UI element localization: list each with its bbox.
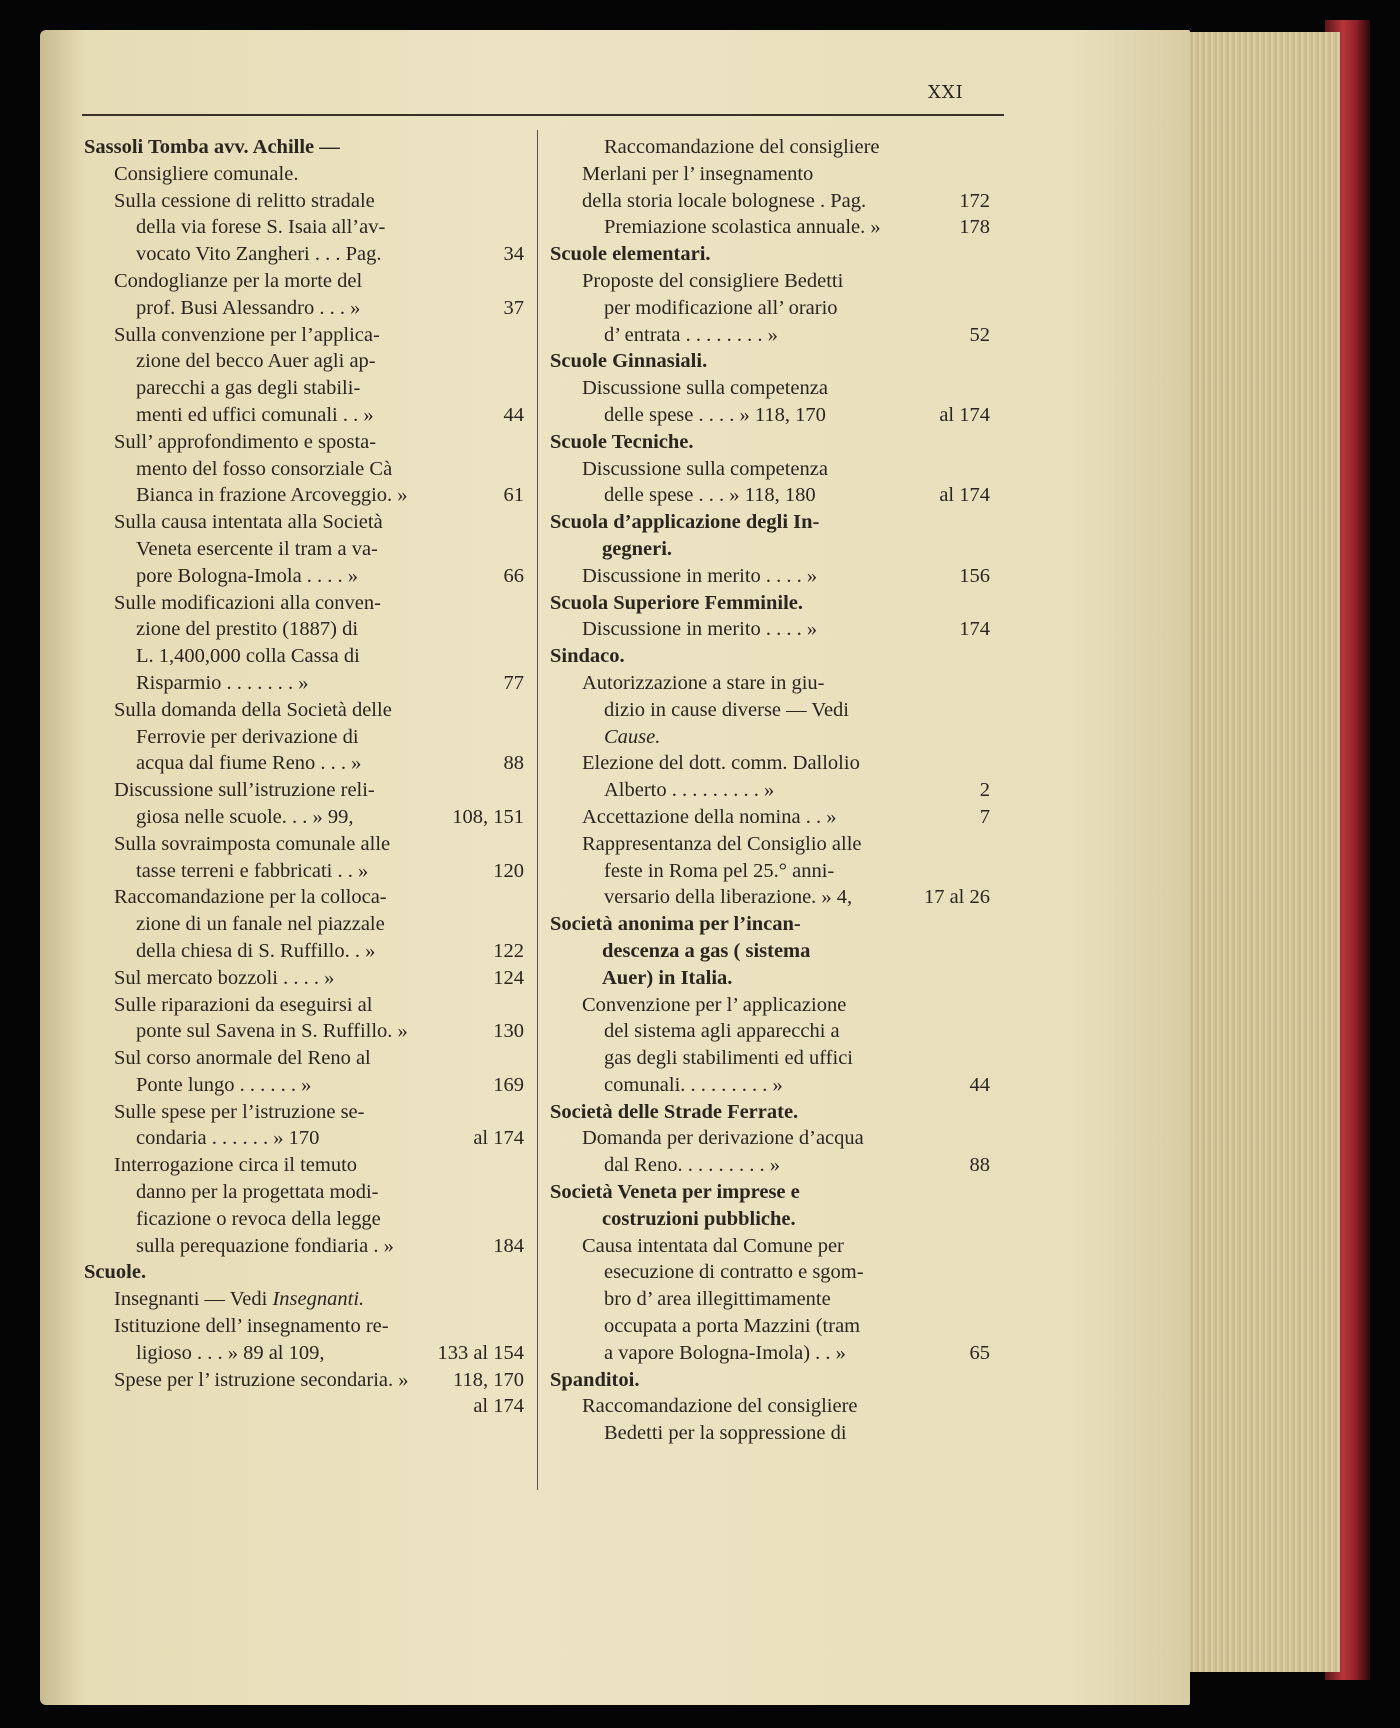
index-entry-line <box>550 188 990 215</box>
index-entry-line <box>84 1018 524 1045</box>
index-entry-line <box>84 1206 524 1233</box>
entry-text: comunali. . . . . . . . . » <box>604 1073 783 1096</box>
index-entry-line <box>84 563 524 590</box>
index-entry-line <box>84 348 524 375</box>
entry-text: Discussione in merito . . . . » <box>582 564 818 587</box>
index-entry-line <box>84 884 524 911</box>
entry-text: Auer) in Italia. <box>602 966 733 989</box>
index-entry-line <box>84 804 524 831</box>
entry-text: vocato Vito Zangheri . . . Pag. <box>136 243 382 266</box>
index-entry-line <box>550 1286 990 1313</box>
entry-text: Autorizzazione a stare in giu- <box>582 671 825 694</box>
index-entry-line <box>84 777 524 804</box>
index-entry-line <box>84 429 524 456</box>
entry-text: Società delle Strade Ferrate. <box>550 1100 799 1123</box>
index-entry-line <box>550 456 990 483</box>
index-heading <box>550 911 990 938</box>
index-heading <box>550 938 990 965</box>
entry-text: sulla perequazione fondiaria . » <box>136 1234 394 1257</box>
entry-text: feste in Roma pel 25.° anni- <box>604 859 835 882</box>
page-reference: 178 <box>959 216 990 239</box>
page-reference: 52 <box>969 323 990 346</box>
left-column <box>84 134 524 1420</box>
index-entry-line <box>550 402 990 429</box>
entry-text: Discussione sull’istruzione reli- <box>114 779 375 802</box>
entry-text: Società anonima per l’incan- <box>550 913 801 936</box>
index-heading <box>550 643 990 670</box>
index-entry-line <box>84 1286 524 1313</box>
index-heading <box>550 1099 990 1126</box>
index-entry-line <box>550 1420 990 1447</box>
index-entry-line <box>84 402 524 429</box>
entry-text: delle spese . . . » 118, 180 <box>604 484 816 507</box>
entry-text: Discussione sulla competenza <box>582 457 828 480</box>
index-heading <box>550 1206 990 1233</box>
index-heading <box>84 1259 524 1286</box>
entry-text: Sulla domanda della Società delle <box>114 698 392 721</box>
index-entry-line <box>550 1018 990 1045</box>
entry-text: Sulle spese per l’istruzione se- <box>114 1100 365 1123</box>
page-reference: 65 <box>969 1341 990 1364</box>
entry-text: parecchi a gas degli stabili- <box>136 377 361 400</box>
entry-text: gegneri. <box>602 537 673 560</box>
index-entry-line <box>84 456 524 483</box>
page-reference: 34 <box>503 243 524 266</box>
index-entry-line <box>84 938 524 965</box>
entry-text: Veneta esercente il tram a va- <box>136 537 378 560</box>
entry-text: Sull’ approfondimento e sposta- <box>114 430 377 453</box>
index-entry-line <box>84 1152 524 1179</box>
index-entry-line <box>550 295 990 322</box>
entry-text: ligioso . . . » 89 al 109, <box>136 1341 325 1364</box>
entry-text: della chiesa di S. Ruffillo. . » <box>136 939 376 962</box>
entry-text: Convenzione per l’ applicazione <box>582 993 847 1016</box>
page-reference: 88 <box>503 752 524 775</box>
entry-text: Accettazione della nomina . . » <box>582 805 837 828</box>
index-heading <box>550 590 990 617</box>
entry-text: della via forese S. Isaia all’av- <box>136 216 386 239</box>
page-reference: al 174 <box>939 403 990 426</box>
entry-text: per modificazione all’ orario <box>604 296 838 319</box>
entry-text: Alberto . . . . . . . . . » <box>604 779 775 802</box>
index-entry-line <box>550 1045 990 1072</box>
index-entry-line <box>550 1393 990 1420</box>
column-divider <box>537 130 538 1490</box>
index-entry-line <box>84 724 524 751</box>
index-entry-line <box>84 241 524 268</box>
index-entry-line <box>84 616 524 643</box>
page-reference: 133 al 154 <box>437 1341 524 1364</box>
right-column <box>550 134 990 1447</box>
entry-italic-text: Cause. <box>604 725 661 748</box>
entry-text: Raccomandazione del consigliere <box>582 1395 858 1418</box>
index-entry-line <box>550 134 990 161</box>
entry-text: zione di un fanale nel piazzale <box>136 913 385 936</box>
page-reference: 77 <box>503 671 524 694</box>
entry-text: bro d’ area illegittimamente <box>604 1288 831 1311</box>
header-rule <box>82 114 1004 116</box>
entry-text: occupata a porta Mazzini (tram <box>604 1315 861 1338</box>
entry-text: prof. Busi Alessandro . . . » <box>136 296 361 319</box>
index-entry-line <box>84 697 524 724</box>
index-entry-line <box>84 831 524 858</box>
index-entry-line <box>550 1072 990 1099</box>
index-entry-line <box>550 777 990 804</box>
index-entry-line <box>84 375 524 402</box>
index-entry-line <box>550 750 990 777</box>
page-reference: 120 <box>493 859 524 882</box>
page-number: XXI <box>928 82 964 103</box>
entry-text: Sul corso anormale del Reno al <box>114 1047 371 1070</box>
index-entry-line <box>550 616 990 643</box>
entry-text: Discussione sulla competenza <box>582 377 828 400</box>
index-entry-line <box>550 884 990 911</box>
index-entry-line <box>84 1340 524 1367</box>
index-entry-line <box>550 670 990 697</box>
entry-text: L. 1,400,000 colla Cassa di <box>136 645 360 668</box>
entry-text: delle spese . . . . » 118, 170 <box>604 403 826 426</box>
index-entry-line <box>84 1233 524 1260</box>
page-reference: al 174 <box>473 1127 524 1150</box>
page-reference: 17 al 26 <box>923 886 990 909</box>
index-entry-line <box>550 858 990 885</box>
entry-text: della storia locale bolognese . Pag. <box>582 189 867 212</box>
page-reference: 7 <box>979 805 990 828</box>
entry-text: Ponte lungo . . . . . . » <box>136 1073 312 1096</box>
entry-text: zione del prestito (1887) di <box>136 618 359 641</box>
entry-text: ficazione o revoca della legge <box>136 1207 381 1230</box>
entry-text: giosa nelle scuole. . . » 99, <box>136 805 354 828</box>
page-reference: 108, 151 <box>452 805 524 828</box>
entry-text: Domanda per derivazione d’acqua <box>582 1127 864 1150</box>
entry-text: Bianca in frazione Arcoveggio. » <box>136 484 408 507</box>
page-reference: al 174 <box>473 1395 524 1418</box>
entry-text: Scuola d’applicazione degli In- <box>550 511 820 534</box>
entry-text: tasse terreni e fabbricati . . » <box>136 859 369 882</box>
page-reference: 118, 170 <box>453 1368 524 1391</box>
page-reference: 172 <box>959 189 990 212</box>
index-entry-line <box>550 1152 990 1179</box>
index-entry-line <box>550 804 990 831</box>
entry-text: Raccomandazione per la colloca- <box>114 886 387 909</box>
index-entry-line <box>84 750 524 777</box>
index-entry-line <box>550 697 990 724</box>
entry-text: versario della liberazione. » 4, <box>604 886 853 909</box>
page-reference: 169 <box>493 1073 524 1096</box>
entry-text: esecuzione di contratto e sgom- <box>604 1261 864 1284</box>
index-heading <box>550 965 990 992</box>
entry-text: Scuole Ginnasiali. <box>550 350 708 373</box>
index-entry-line <box>84 1367 524 1394</box>
entry-text: Proposte del consigliere Bedetti <box>582 269 844 292</box>
page-reference: 44 <box>503 403 524 426</box>
entry-text: Interrogazione circa il temuto <box>114 1154 358 1177</box>
entry-text: Rappresentanza del Consiglio alle <box>582 832 862 855</box>
page-reference: 2 <box>979 779 990 802</box>
index-entry-line <box>550 375 990 402</box>
entry-text: Bedetti per la soppressione di <box>604 1422 847 1445</box>
page-reference: 66 <box>503 564 524 587</box>
index-entry-line <box>550 1340 990 1367</box>
entry-text: Elezione del dott. comm. Dallolio <box>582 752 860 775</box>
index-entry-line <box>550 992 990 1019</box>
entry-text: Sul mercato bozzoli . . . . » <box>114 966 335 989</box>
index-entry-line <box>84 965 524 992</box>
entry-text: Sulla convenzione per l’applica- <box>114 323 380 346</box>
entry-text: Sulle riparazioni da eseguirsi al <box>114 993 373 1016</box>
entry-text: Sulla sovraimposta comunale alle <box>114 832 391 855</box>
page-edges <box>1190 32 1340 1672</box>
index-heading <box>550 348 990 375</box>
index-entry-line <box>84 1045 524 1072</box>
entry-text: pore Bologna-Imola . . . . » <box>136 564 359 587</box>
index-entry-line <box>550 322 990 349</box>
entry-text: Condoglianze per la morte del <box>114 269 363 292</box>
entry-italic-text: Insegnanti. <box>272 1288 365 1311</box>
index-heading <box>550 1367 990 1394</box>
index-entry-line <box>84 911 524 938</box>
entry-text: Causa intentata dal Comune per <box>582 1234 844 1257</box>
index-entry-line <box>84 509 524 536</box>
entry-text: danno per la progettata modi- <box>136 1181 379 1204</box>
index-entry-line <box>84 161 524 188</box>
index-entry-line <box>84 1072 524 1099</box>
page-reference: 44 <box>969 1073 990 1096</box>
index-entry-line <box>84 322 524 349</box>
entry-text: Premiazione scolastica annuale. » <box>604 216 881 239</box>
index-entry-line <box>550 831 990 858</box>
entry-text: d’ entrata . . . . . . . . » <box>604 323 778 346</box>
entry-text: ponte sul Savena in S. Ruffillo. » <box>136 1020 408 1043</box>
index-entry-line <box>84 858 524 885</box>
entry-text: dizio in cause diverse — Vedi <box>604 698 849 721</box>
page-reference: al 174 <box>939 484 990 507</box>
page-reference: 88 <box>969 1154 990 1177</box>
index-entry-line <box>550 1125 990 1152</box>
page-reference: 156 <box>959 564 990 587</box>
entry-text: Scuola Superiore Femminile. <box>550 591 804 614</box>
index-heading <box>550 509 990 536</box>
entry-text: Insegnanti — Vedi <box>114 1288 273 1311</box>
entry-text: Scuole Tecniche. <box>550 430 694 453</box>
index-entry-line <box>84 214 524 241</box>
entry-text: Spanditoi. <box>550 1368 640 1391</box>
index-entry-line <box>550 724 990 751</box>
page-reference: 174 <box>959 618 990 641</box>
index-entry-line <box>84 295 524 322</box>
index-entry-line <box>84 536 524 563</box>
entry-text: a vapore Bologna-Imola) . . » <box>604 1341 846 1364</box>
index-entry-line <box>84 590 524 617</box>
page-reference: 37 <box>503 296 524 319</box>
index-entry-line <box>550 482 990 509</box>
page-reference: 124 <box>493 966 524 989</box>
index-heading <box>84 134 524 161</box>
index-entry-line <box>84 1179 524 1206</box>
index-entry-line <box>84 482 524 509</box>
index-entry-line <box>84 1099 524 1126</box>
index-heading <box>550 1179 990 1206</box>
index-entry-line <box>84 643 524 670</box>
index-heading <box>550 241 990 268</box>
index-entry-line <box>84 1393 524 1420</box>
entry-text: descenza a gas ( sistema <box>602 939 811 962</box>
entry-text: acqua dal fiume Reno . . . » <box>136 752 362 775</box>
index-entry-line <box>550 268 990 295</box>
index-entry-line <box>550 161 990 188</box>
entry-text: Sulla cessione di relitto stradale <box>114 189 375 212</box>
entry-text: Sindaco. <box>550 645 625 668</box>
index-entry-line <box>550 1313 990 1340</box>
entry-text: Consigliere comunale. <box>114 162 299 185</box>
entry-text: zione del becco Auer agli ap- <box>136 350 376 373</box>
page-reference: 122 <box>493 939 524 962</box>
entry-text: Ferrovie per derivazione di <box>136 725 359 748</box>
entry-text: Raccomandazione del consigliere <box>604 136 880 158</box>
entry-text: Spese per l’ istruzione secondaria. » <box>114 1368 409 1391</box>
entry-text: dal Reno. . . . . . . . . » <box>604 1154 780 1177</box>
entry-text: Istituzione dell’ insegnamento re- <box>114 1315 389 1338</box>
entry-text: costruzioni pubbliche. <box>602 1207 796 1230</box>
index-entry-line <box>84 268 524 295</box>
entry-text: del sistema agli apparecchi a <box>604 1020 840 1043</box>
entry-text: Scuole elementari. <box>550 243 711 266</box>
entry-text: gas degli stabilimenti ed uffici <box>604 1047 853 1070</box>
entry-text: Sulle modificazioni alla conven- <box>114 591 381 614</box>
index-heading <box>550 536 990 563</box>
index-entry-line <box>84 670 524 697</box>
index-entry-line <box>84 992 524 1019</box>
entry-text: Scuole. <box>84 1261 147 1284</box>
entry-text: Sassoli Tomba avv. Achille — <box>84 136 340 158</box>
page-reference: 130 <box>493 1020 524 1043</box>
entry-text: Discussione in merito . . . . » <box>582 618 818 641</box>
index-entry-line <box>84 1313 524 1340</box>
entry-text: Risparmio . . . . . . . » <box>136 671 309 694</box>
index-entry-line <box>550 563 990 590</box>
index-heading <box>550 429 990 456</box>
index-entry-line <box>550 214 990 241</box>
entry-text: condaria . . . . . . » 170 <box>136 1127 320 1150</box>
page-reference: 184 <box>493 1234 524 1257</box>
entry-text: mento del fosso consorziale Cà <box>136 457 393 480</box>
entry-text: Merlani per l’ insegnamento <box>582 162 814 185</box>
page-reference: 61 <box>503 484 524 507</box>
entry-text: menti ed uffici comunali . . » <box>136 403 374 426</box>
index-entry-line <box>550 1259 990 1286</box>
entry-text: Società Veneta per imprese e <box>550 1181 800 1204</box>
index-entry-line <box>84 188 524 215</box>
index-entry-line <box>84 1125 524 1152</box>
index-entry-line <box>550 1233 990 1260</box>
entry-text: Sulla causa intentata alla Società <box>114 511 383 534</box>
